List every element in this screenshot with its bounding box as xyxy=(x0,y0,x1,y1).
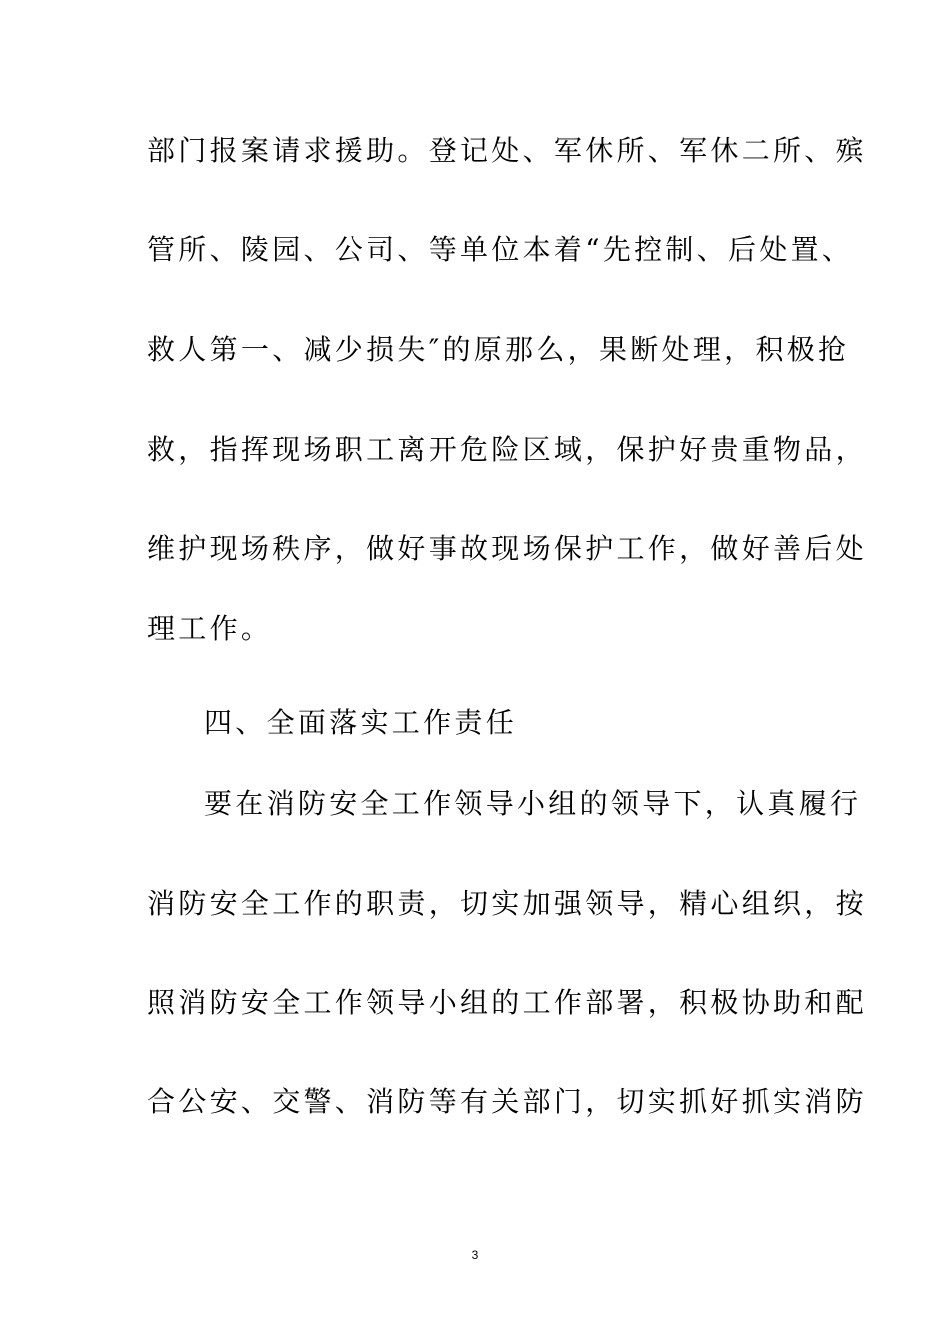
body-text-line: 管所、陵园、公司、等单位本着“先控制、后处置、 xyxy=(147,233,854,266)
paragraph-first-line: 要在消防安全工作领导小组的领导下，认真履行 xyxy=(204,787,862,820)
body-text-line: 救，指挥现场职工离开危险区域，保护好贵重物品， xyxy=(147,433,867,466)
page-number: 3 xyxy=(471,1248,479,1262)
section-heading: 四、全面落实工作责任 xyxy=(204,706,518,739)
body-text-line: 消防安全工作的职责，切实加强领导，精心组织，按 xyxy=(147,887,867,920)
body-text-line: 部门报案请求援助。登记处、军休所、军休二所、殡 xyxy=(147,134,867,167)
body-text-line: 照消防安全工作领导小组的工作部署，积极协助和配 xyxy=(147,986,867,1019)
body-text-line: 理工作。 xyxy=(147,612,273,645)
body-text-line: 救人第一、减少损失″的原那么，果断处理，积极抢 xyxy=(147,333,850,366)
body-text-line: 合公安、交警、消防等有关部门，切实抓好抓实消防 xyxy=(147,1085,867,1118)
body-text-line: 维护现场秩序，做好事故现场保护工作，做好善后处 xyxy=(147,532,867,565)
